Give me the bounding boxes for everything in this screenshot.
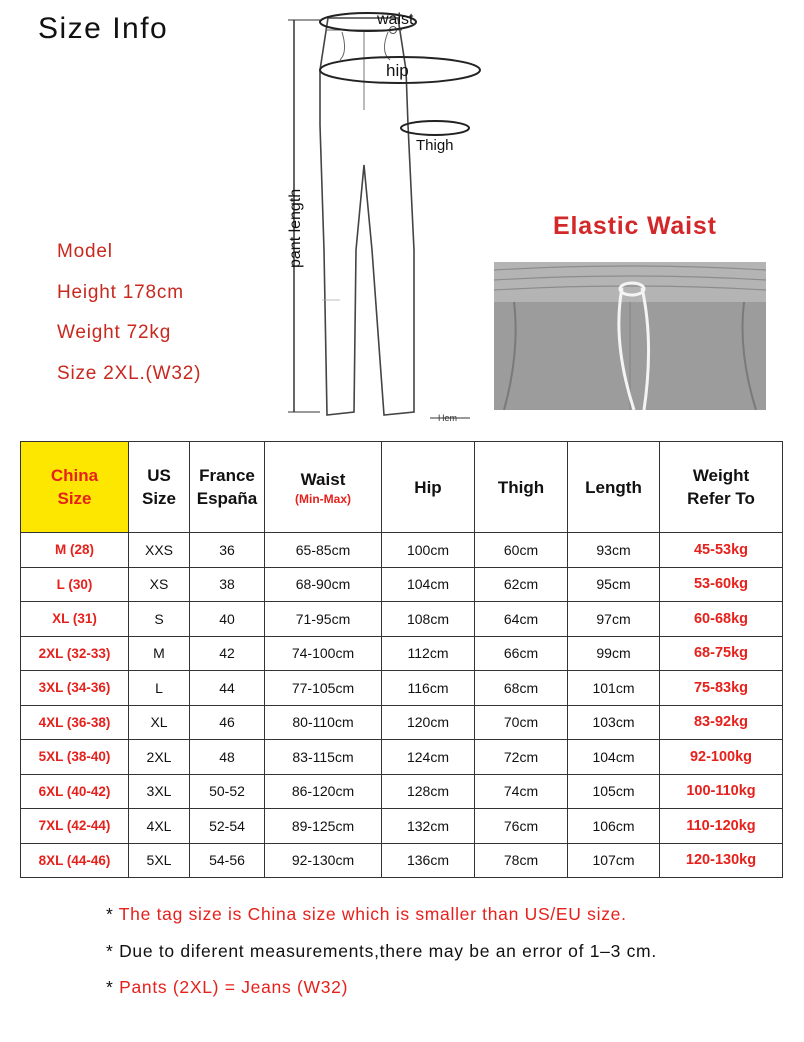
- table-body: [21, 533, 783, 878]
- cell-waist: 74-100cm: [265, 636, 382, 671]
- cell-thigh: 66cm: [475, 636, 568, 671]
- cell-us-size: XL: [129, 705, 190, 740]
- cell-us-size: S: [129, 602, 190, 637]
- cell-thigh: 72cm: [475, 740, 568, 775]
- cell-waist: 80-110cm: [265, 705, 382, 740]
- cell-china-size: M (28): [21, 533, 129, 568]
- cell-waist: 89-125cm: [265, 809, 382, 844]
- waist-label: waist: [377, 11, 414, 28]
- cell-china-size: 2XL (32-33): [21, 636, 129, 671]
- cell-thigh: 64cm: [475, 602, 568, 637]
- cell-france-size: 44: [190, 671, 265, 706]
- cell-thigh: 74cm: [475, 774, 568, 809]
- cell-us-size: XS: [129, 567, 190, 602]
- cell-france-size: 40: [190, 602, 265, 637]
- cell-hip: 104cm: [382, 567, 475, 602]
- cell-length: 104cm: [568, 740, 660, 775]
- hem-label: Hem: [438, 413, 458, 423]
- table-row: [21, 740, 783, 775]
- cell-thigh: 78cm: [475, 843, 568, 878]
- cell-france-size: 36: [190, 533, 265, 568]
- cell-length: 93cm: [568, 533, 660, 568]
- note-tag-size: * The tag size is China size which is smaller than US/EU size.: [106, 904, 627, 924]
- cell-hip: 120cm: [382, 705, 475, 740]
- cell-weight: 100-110kg: [660, 774, 783, 809]
- header-china-size: China Size: [21, 442, 129, 533]
- cell-china-size: 4XL (36-38): [21, 705, 129, 740]
- table-row: [21, 843, 783, 878]
- cell-hip: 100cm: [382, 533, 475, 568]
- cell-weight: 75-83kg: [660, 671, 783, 706]
- cell-france-size: 46: [190, 705, 265, 740]
- cell-length: 107cm: [568, 843, 660, 878]
- cell-weight: 120-130kg: [660, 843, 783, 878]
- table-row: [21, 567, 783, 602]
- cell-france-size: 38: [190, 567, 265, 602]
- cell-length: 95cm: [568, 567, 660, 602]
- cell-waist: 83-115cm: [265, 740, 382, 775]
- cell-thigh: 60cm: [475, 533, 568, 568]
- hip-label: hip: [386, 61, 409, 80]
- pants-measurement-diagram: [280, 0, 490, 430]
- model-height: Height 178cm: [57, 282, 184, 303]
- cell-weight: 110-120kg: [660, 809, 783, 844]
- cell-weight: 83-92kg: [660, 705, 783, 740]
- model-weight: Weight 72kg: [57, 322, 172, 343]
- cell-waist: 71-95cm: [265, 602, 382, 637]
- header-thigh: Thigh: [475, 442, 568, 533]
- cell-length: 97cm: [568, 602, 660, 637]
- model-heading: Model: [57, 241, 113, 262]
- cell-hip: 128cm: [382, 774, 475, 809]
- cell-france-size: 52-54: [190, 809, 265, 844]
- cell-hip: 136cm: [382, 843, 475, 878]
- thigh-label: Thigh: [416, 137, 454, 154]
- cell-china-size: XL (31): [21, 602, 129, 637]
- cell-thigh: 68cm: [475, 671, 568, 706]
- table-header-row: [21, 442, 783, 533]
- cell-china-size: L (30): [21, 567, 129, 602]
- header-waist: Waist (Min-Max): [265, 442, 382, 533]
- header-weight: Weight Refer To: [660, 442, 783, 533]
- header-waist-sub: (Min-Max): [295, 491, 351, 506]
- cell-us-size: L: [129, 671, 190, 706]
- cell-weight: 53-60kg: [660, 567, 783, 602]
- cell-length: 99cm: [568, 636, 660, 671]
- cell-length: 103cm: [568, 705, 660, 740]
- cell-france-size: 54-56: [190, 843, 265, 878]
- cell-hip: 112cm: [382, 636, 475, 671]
- cell-france-size: 42: [190, 636, 265, 671]
- cell-waist: 77-105cm: [265, 671, 382, 706]
- cell-us-size: 5XL: [129, 843, 190, 878]
- cell-weight: 68-75kg: [660, 636, 783, 671]
- table-row: [21, 636, 783, 671]
- cell-us-size: M: [129, 636, 190, 671]
- page-title: Size Info: [38, 12, 169, 45]
- cell-thigh: 76cm: [475, 809, 568, 844]
- model-size: Size 2XL.(W32): [57, 363, 202, 384]
- cell-us-size: 4XL: [129, 809, 190, 844]
- cell-waist: 92-130cm: [265, 843, 382, 878]
- cell-thigh: 70cm: [475, 705, 568, 740]
- thigh-ellipse: [401, 121, 469, 135]
- cell-china-size: 7XL (42-44): [21, 809, 129, 844]
- elastic-waist-photo: [494, 262, 766, 410]
- table-row: [21, 809, 783, 844]
- cell-us-size: 2XL: [129, 740, 190, 775]
- cell-thigh: 62cm: [475, 567, 568, 602]
- cell-length: 101cm: [568, 671, 660, 706]
- header-hip: Hip: [382, 442, 475, 533]
- elastic-waist-title: Elastic Waist: [553, 212, 717, 240]
- table-row: [21, 533, 783, 568]
- header-length: Length: [568, 442, 660, 533]
- cell-china-size: 3XL (34-36): [21, 671, 129, 706]
- header-france-espana: France España: [190, 442, 265, 533]
- header-us-size: US Size: [129, 442, 190, 533]
- cell-weight: 45-53kg: [660, 533, 783, 568]
- cell-weight: 92-100kg: [660, 740, 783, 775]
- cell-hip: 116cm: [382, 671, 475, 706]
- cell-waist: 86-120cm: [265, 774, 382, 809]
- cell-waist: 65-85cm: [265, 533, 382, 568]
- cell-china-size: 8XL (44-46): [21, 843, 129, 878]
- cell-us-size: XXS: [129, 533, 190, 568]
- cell-length: 105cm: [568, 774, 660, 809]
- cell-france-size: 50-52: [190, 774, 265, 809]
- cell-us-size: 3XL: [129, 774, 190, 809]
- table-row: [21, 774, 783, 809]
- cell-length: 106cm: [568, 809, 660, 844]
- cell-waist: 68-90cm: [265, 567, 382, 602]
- cell-china-size: 6XL (40-42): [21, 774, 129, 809]
- cell-hip: 132cm: [382, 809, 475, 844]
- cell-hip: 124cm: [382, 740, 475, 775]
- note-measurement-error: * Due to diferent measurements,there may be an error of 1–3 cm.: [106, 941, 657, 961]
- cell-china-size: 5XL (38-40): [21, 740, 129, 775]
- pant-length-label: pant length: [287, 188, 304, 268]
- note-jeans-equivalent: * Pants (2XL) = Jeans (W32): [106, 977, 349, 997]
- cell-france-size: 48: [190, 740, 265, 775]
- table-row: [21, 705, 783, 740]
- cell-weight: 60-68kg: [660, 602, 783, 637]
- cell-hip: 108cm: [382, 602, 475, 637]
- table-row: [21, 602, 783, 637]
- size-chart-table: [20, 441, 783, 878]
- table-row: [21, 671, 783, 706]
